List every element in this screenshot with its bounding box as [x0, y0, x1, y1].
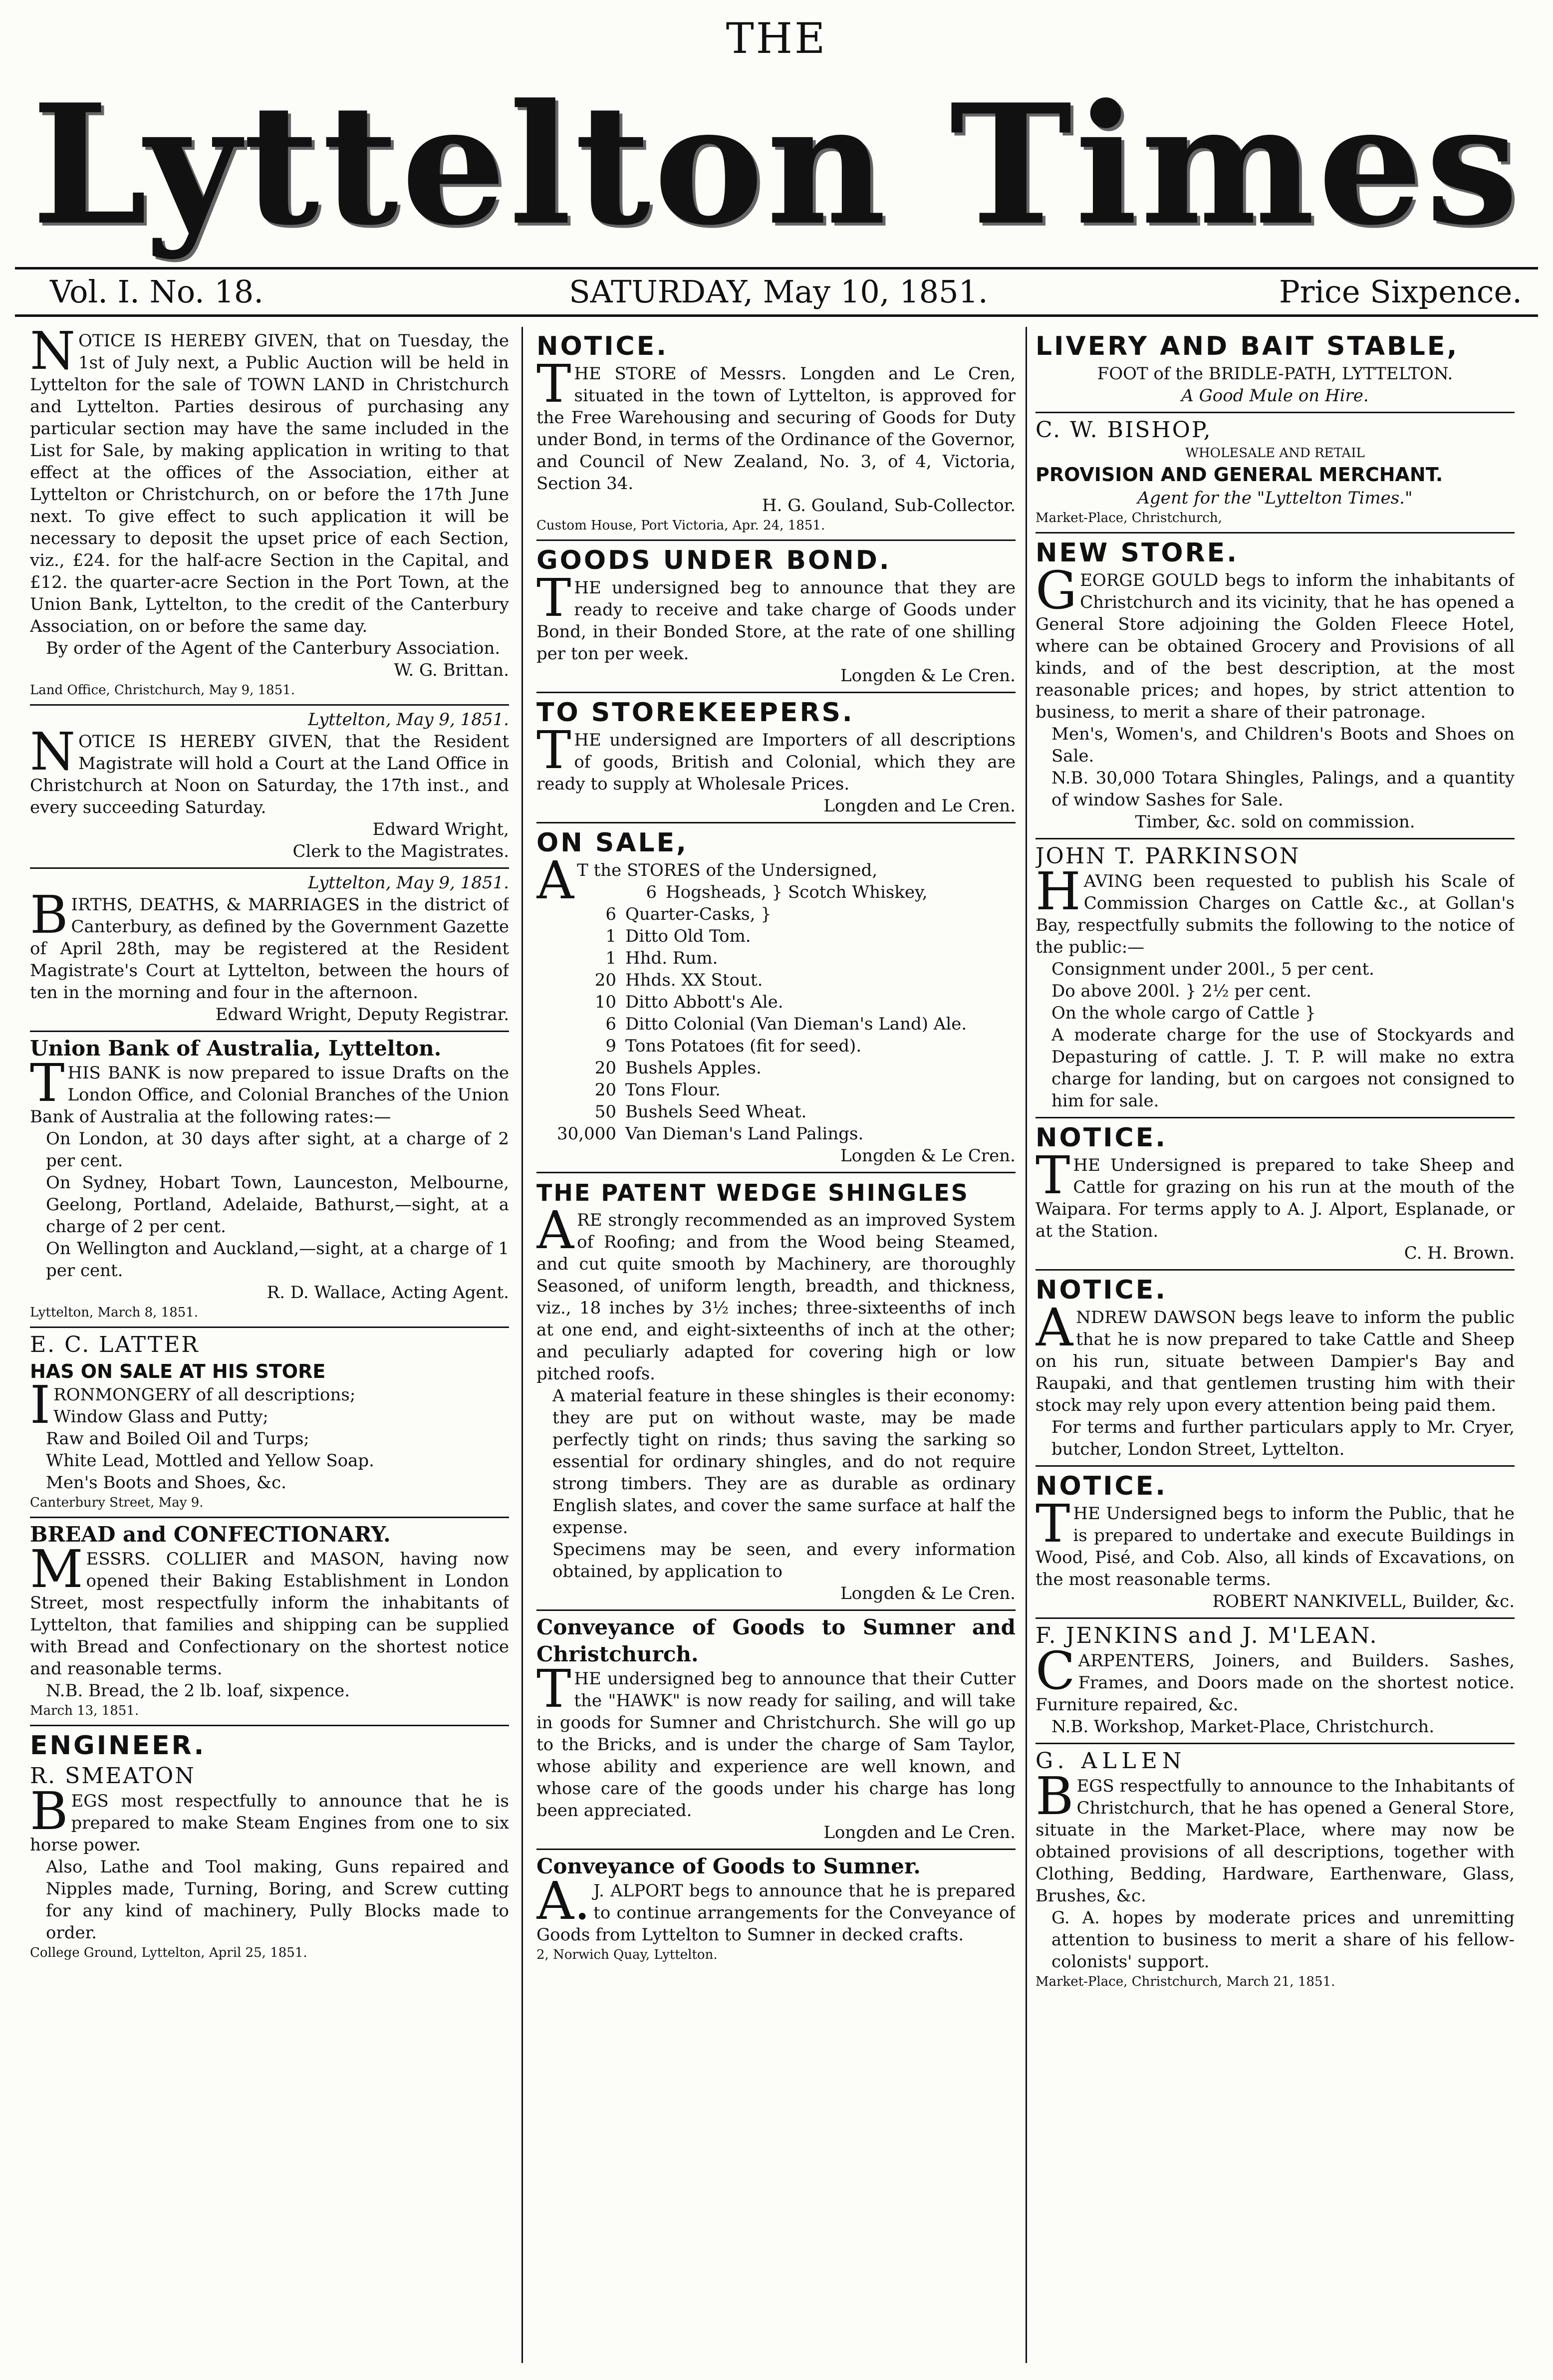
ad-heading: NOTICE.: [1035, 1123, 1167, 1153]
ad-body: THIS BANK is now prepared to issue Drafts on the London Office, and Colonial Branches of the Union Bank of Australia at the following rates:—: [30, 1053, 509, 1127]
ad-place: 2, Norwich Quay, Lyttelton.: [536, 1947, 718, 1962]
column-1: [30, 327, 509, 2368]
dateline: [30, 273, 1522, 313]
ad-note: N.B. Bread, the 2 lb. loaf, sixpence.: [46, 1681, 350, 1701]
sale-item-description: Ditto Abbott's Ale.: [625, 992, 783, 1012]
ad-heading: E. C. LATTER: [30, 1332, 200, 1357]
ad-body: BEGS respectfully to announce to the Inhabitants of Christchurch, that he has opened a General Store, situate in the Market-Place, where may now be obtained provisions of all descriptions, together with Clothing, Bedding, Hardware, Earthenware, Glass, Brushes, &c.: [1035, 1766, 1515, 1906]
ad-conveyance-hawk: [536, 1611, 1016, 1850]
sale-item: [536, 1013, 1016, 1035]
ad-body: G. A. hopes by moderate prices and unremitting attention to business to merit a share of his fellow-colonists' support.: [1051, 1908, 1515, 1972]
ad-place: Land Office, Christchurch, May 9, 1851.: [30, 683, 295, 698]
ad-intro: AT the STORES of the Undersigned,: [536, 850, 878, 911]
ad-body: BEGS most respectfully to announce that he is prepared to make Steam Engines from one to six horse power.: [30, 1781, 509, 1855]
sale-item: [536, 1101, 1016, 1123]
ad-note: N.B. Workshop, Market-Place, Christchurch.: [1051, 1717, 1435, 1737]
ad-signer: W. G. Brittan.: [394, 660, 509, 680]
ad-signer: Edward Wright, Deputy Registrar.: [215, 1005, 509, 1025]
sale-item-description: Bushels Seed Wheat.: [625, 1102, 807, 1122]
ad-place: March 13, 1851.: [30, 1703, 139, 1718]
ad-place: Market-Place, Christchurch, March 21, 1851.: [1035, 1974, 1335, 1989]
ad-rate: On Sydney, Hobart Town, Launceston, Melbourne, Geelong, Portland, Adelaide, Bathurst,—sight, at a charge of 2 per cent.: [46, 1173, 509, 1237]
issue-price: Price Sixpence.: [1279, 273, 1522, 310]
sale-item: [536, 969, 1016, 991]
ad-heading: NOTICE.: [1035, 1471, 1167, 1501]
ad-bishop: [1035, 413, 1515, 533]
sale-item-description: Hogsheads, } Scotch Whiskey,: [666, 882, 928, 902]
ad-name: R. SMEATON: [30, 1763, 196, 1789]
ad-body: THE undersigned beg to announce that their Cutter the "HAWK" is now ready for sailing, and will take in goods for Sumner and Christchurch. She will go up to the Bricks, and is under the charge of Sam Taylor, whose ability and experience are well known, and whose care of the goods under his charge has long been appreciated.: [536, 1658, 1016, 1821]
sale-item-description: Tons Flour.: [625, 1080, 721, 1100]
notice-dawson: [1035, 1271, 1515, 1467]
sale-item-description: Quarter-Casks, }: [625, 904, 772, 924]
sale-item: [536, 991, 1016, 1013]
ad-rate: Consignment under 200l., 5 per cent.: [1051, 959, 1374, 979]
ad-line: White Lead, Mottled and Yellow Soap.: [46, 1451, 374, 1471]
sale-item-quantity: 50: [594, 1102, 616, 1122]
sale-item: [536, 947, 1016, 969]
sale-item-description: Ditto Old Tom.: [625, 926, 751, 946]
dateline-rule: [15, 314, 1538, 317]
sale-item-quantity: 20: [594, 1080, 616, 1100]
ad-body: A material feature in these shingles is their economy: they are put on without waste, may be made perfectly tight on rinds; thus saving the sarking so essential for ordinary shingles, and do not require strong timbers. They are as durable as ordinary English slates, and cover the same surface at half the expense.: [552, 1386, 1016, 1538]
ad-body: THE STORE of Messrs. Longden and Le Cren, situated in the town of Lyttelton, is approved for the Free Warehousing and securing of Goods for Duty under Bond, in terms of the Ordinance of the Governor, and Council of New Zealand, No. 3, of 4, Victoria, Section 34.: [536, 353, 1016, 494]
column-2: [536, 327, 1016, 2368]
ad-heading: JOHN T. PARKINSON: [1035, 843, 1300, 869]
ad-body: NOTICE IS HEREBY GIVEN, that the Resident Magistrate will hold a Court at the Land Office in Christchurch at Noon on Saturday, the 17th inst., and every succeeding Saturday.: [30, 721, 509, 817]
ad-body: BIRTHS, DEATHS, & MARRIAGES in the district of Canterbury, as defined by the Government Gazette of April 28th, may be registered at the Resident Magistrate's Court at Lyttelton, between the hours of ten in the morning and four in the afternoon.: [30, 884, 509, 1003]
ad-tagline: A Good Mule on Hire.: [1181, 386, 1369, 406]
ad-body: By order of the Agent of the Canterbury Association.: [46, 638, 501, 658]
ad-body: A.J. ALPORT begs to announce that he is prepared to continue arrangements for the Conveyance of Goods from Lyttelton to Sumner in decked crafts.: [536, 1870, 1016, 1945]
ad-union-bank: [30, 1032, 509, 1328]
notice-magistrate-court: [30, 706, 509, 869]
ad-note: N.B. 30,000 Totara Shingles, Palings, and a quantity of window Sashes for Sale.: [1051, 768, 1515, 810]
notice-bonded-store: [536, 327, 1016, 541]
sale-item: [536, 1057, 1016, 1079]
ad-subheading: HAS ON SALE AT HIS STORE: [30, 1360, 326, 1382]
ad-body: HAVING been requested to publish his Scale of Commission Charges on Cattle &c., at Gollan's Bay, respectfully submits the following to the notice of the public:—: [1035, 861, 1515, 957]
ad-parkinson: [1035, 839, 1515, 1118]
ad-line: Timber, &c. sold on commission.: [1135, 812, 1415, 832]
ad-line: FOOT of the BRIDLE-PATH, LYTTELTON.: [1097, 364, 1453, 384]
sale-item-quantity: 20: [594, 1058, 616, 1078]
ad-signer: H. G. Gouland, Sub-Collector.: [762, 496, 1016, 516]
ad-signer: R. D. Wallace, Acting Agent.: [266, 1283, 509, 1303]
ad-rate: On Wellington and Auckland,—sight, at a charge of 1 per cent.: [46, 1239, 509, 1281]
ad-bread-confectionary: [30, 1518, 509, 1726]
ad-body: MESSRS. COLLIER and MASON, having now opened their Baking Establishment in London Street, most respectfully inform the inhabitants of Lyttelton, that families and shipping can be supplied with Bread and Confectionary on the shortest notice and reasonable terms.: [30, 1539, 509, 1679]
sale-item-description: Tons Potatoes (fit for seed).: [625, 1036, 862, 1056]
ad-body: NOTICE IS HEREBY GIVEN, that on Tuesday, the 1st of July next, a Public Auction will be held in Lyttelton for the sale of TOWN LAND in Christchurch and Lyttelton. Parties desirous of purchasing any particular section may have the same included in the List for Sale, by making application in writing to that effect at the offices of the Association, either at Lyttelton or Christchurch, on or before the 17th June next. To give effect to such application it will be necessary to deposit the upset price of each Section, viz., £24. for the half-acre Section in the Capital, and £12. the quarter-acre Section in the Port Town, at the Union Bank, Lyttelton, to the credit of the Canterbury Association, on or before the same day.: [30, 327, 509, 636]
ad-conveyance-sumner: [536, 1850, 1016, 1969]
issue-date: SATURDAY, May 10, 1851.: [569, 273, 988, 310]
ad-place: Canterbury Street, May 9.: [30, 1495, 204, 1510]
ad-heading: NEW STORE.: [1035, 538, 1239, 568]
ad-date: Lyttelton, May 9, 1851.: [308, 873, 509, 893]
ad-body: ARE strongly recommended as an improved System of Roofing; and from the Wood being Steamed, and cut quite smooth by Machinery, are thoroughly Seasoned, of uniform length, breadth, and thickness, viz., 18 inches by 3½ inches; three-sixteenths of inch at one end, and eight-sixteenths of inch at the other; and peculiarly adapted for covering high or low pitched roofs.: [536, 1200, 1016, 1384]
ad-new-store: [1035, 533, 1515, 839]
ad-signer-title: Clerk to the Magistrates.: [292, 841, 509, 861]
ad-line: Raw and Boiled Oil and Turps;: [46, 1429, 309, 1449]
ad-place: Custom House, Port Victoria, Apr. 24, 1851.: [536, 518, 825, 533]
notice-land-sale: [30, 327, 509, 706]
ad-heading: LIVERY AND BAIT STABLE,: [1035, 331, 1459, 361]
ad-jenkins-mclean: [1035, 1619, 1515, 1744]
ad-heading: TO STOREKEEPERS.: [536, 698, 854, 728]
ad-body: THE Undersigned begs to inform the Public, that he is prepared to undertake and execute Buildings in Wood, Pisé, and Cob. Also, all kinds of Excavations, on the most reasonable terms.: [1035, 1493, 1515, 1589]
top-rule: [15, 267, 1538, 269]
ad-storekeepers: [536, 693, 1016, 823]
ad-heading: Conveyance of Goods to Sumner and Christchurch.: [536, 1615, 1016, 1666]
sale-item-description: Hhd. Rum.: [625, 948, 718, 968]
sale-item: [536, 1035, 1016, 1057]
sale-item: [536, 925, 1016, 947]
ad-heading: Union Bank of Australia, Lyttelton.: [30, 1036, 442, 1060]
ad-on-sale: [536, 823, 1016, 1173]
ad-body: Also, Lathe and Tool making, Guns repaired and Nipples made, Turning, Boring, and Screw cutting for any kind of machinery, Pully Blocks made to order.: [46, 1857, 509, 1943]
ad-signer: Longden and Le Cren.: [823, 796, 1016, 816]
sale-item-description: Ditto Colonial (Van Dieman's Land) Ale.: [625, 1014, 967, 1034]
notice-nankivell: [1035, 1467, 1515, 1619]
ad-wedge-shingles: [536, 1173, 1016, 1611]
ad-signer: Longden & Le Cren.: [840, 666, 1016, 686]
ad-signer: C. H. Brown.: [1404, 1243, 1515, 1263]
ad-rate: On London, at 30 days after sight, at a charge of 2 per cent.: [46, 1129, 509, 1171]
sale-item-description: Bushels Apples.: [625, 1058, 762, 1078]
ad-heading: BREAD and CONFECTIONARY.: [30, 1522, 391, 1547]
ad-body: A moderate charge for the use of Stockyards and Depasturing of cattle. J. T. P. will make no extra charge for landing, but on cargoes not consigned to him for sale.: [1051, 1025, 1515, 1111]
ad-body: For terms and further particulars apply to Mr. Cryer, butcher, London Street, Lyttelton.: [1051, 1417, 1515, 1459]
ad-body: THE Undersigned is prepared to take Sheep and Cattle for grazing on his run at the mouth of the Waipara. For terms apply to A. J. Alport, Esplanade, or at the Station.: [1035, 1145, 1515, 1241]
ad-line: Agent for the "Lyttelton Times.": [1137, 488, 1413, 508]
ad-body: IRONMONGERY of all descriptions;: [30, 1374, 356, 1435]
notice-births-deaths: [30, 869, 509, 1032]
ad-goods-under-bond: [536, 541, 1016, 693]
ad-subheading: WHOLESALE AND RETAIL: [1185, 446, 1365, 461]
sale-item-quantity: 1: [605, 926, 616, 946]
ad-body: THE undersigned are Importers of all descriptions of goods, British and Colonial, which they are ready to supply at Wholesale Prices.: [536, 720, 1016, 794]
ad-signer: Longden & Le Cren.: [840, 1146, 1016, 1166]
ad-livery-stable: [1035, 327, 1515, 413]
ad-subheading: PROVISION AND GENERAL MERCHANT.: [1035, 464, 1443, 486]
ad-engineer: [30, 1726, 509, 1967]
ad-body: GEORGE GOULD begs to inform the inhabitants of Christchurch and its vicinity, that he has opened a General Store adjoining the Golden Fleece Hotel, where can be obtained Grocery and Provisions of all kinds, and of the best description, at the most reasonable prices; and hopes, by strict attention to business, to merit a share of their patronage.: [1035, 560, 1515, 722]
ad-line: Window Glass and Putty;: [53, 1407, 268, 1427]
ad-body: Men's, Women's, and Children's Boots and Shoes on Sale.: [1051, 724, 1515, 766]
ad-signer: Edward Wright,: [372, 819, 509, 839]
ad-line: Men's Boots and Shoes, &c.: [46, 1473, 286, 1493]
ad-heading: G. ALLEN: [1035, 1748, 1187, 1774]
ad-body: ANDREW DAWSON begs leave to inform the public that he is now prepared to take Cattle and Sheep on his run, situate between Dampier's Bay and Raupaki, and that gentlemen trusting him with their stock may rely upon every attention being paid them.: [1035, 1297, 1515, 1415]
masthead-kicker: THE: [726, 14, 827, 63]
volume-number: Vol. I. No. 18.: [50, 273, 264, 310]
ad-heading: NOTICE.: [536, 331, 668, 361]
sale-item: [536, 903, 1016, 925]
sale-item-quantity: 20: [594, 970, 616, 990]
ad-heading: NOTICE.: [1035, 1275, 1167, 1305]
sale-item-quantity: 9: [605, 1036, 616, 1056]
sale-item-quantity: 10: [594, 992, 616, 1012]
ad-signer: ROBERT NANKIVELL, Builder, &c.: [1212, 1591, 1515, 1611]
sale-list: [536, 881, 1016, 1145]
ad-place: Market-Place, Christchurch,: [1035, 511, 1222, 526]
masthead-title: Lyttelton Times: [31, 68, 1522, 262]
ad-g-allen: [1035, 1744, 1515, 1996]
sale-item-quantity: 6: [646, 882, 657, 902]
ad-rate: Do above 200l. } 2½ per cent.: [1051, 981, 1311, 1001]
ad-body: THE undersigned beg to announce that they are ready to receive and take charge of Goods under Bond, in their Bonded Store, at the rate of one shilling per ton per week.: [536, 567, 1016, 664]
ad-heading: ENGINEER.: [30, 1731, 206, 1761]
ad-heading: THE PATENT WEDGE SHINGLES: [536, 1179, 969, 1206]
ad-heading: GOODS UNDER BOND.: [536, 545, 891, 575]
sale-item-description: Hhds. XX Stout.: [625, 970, 763, 990]
column-divider: [521, 327, 523, 2363]
ad-date: Lyttelton, May 9, 1851.: [308, 710, 509, 730]
column-divider: [1026, 327, 1027, 2363]
ad-place: Lyttelton, March 8, 1851.: [30, 1305, 199, 1320]
ad-rate: On the whole cargo of Cattle }: [1051, 1003, 1316, 1023]
sale-item-quantity: 6: [605, 904, 616, 924]
ad-heading: C. W. BISHOP,: [1035, 417, 1212, 443]
ad-signer: Longden and Le Cren.: [823, 1823, 1016, 1843]
notice-grazing: [1035, 1118, 1515, 1271]
ad-latter-ironmongery: [30, 1328, 509, 1518]
ad-heading: F. JENKINS and J. M'LEAN.: [1035, 1623, 1378, 1648]
sale-item: [536, 1079, 1016, 1101]
column-3: [1035, 327, 1515, 2368]
sale-item: [536, 1123, 1016, 1145]
sale-item-quantity: 30,000: [557, 1124, 616, 1144]
sale-item: [577, 881, 1016, 903]
ad-heading: ON SALE,: [536, 828, 688, 858]
ad-signer: Longden & Le Cren.: [840, 1584, 1016, 1603]
ad-place: College Ground, Lyttelton, April 25, 1851.: [30, 1945, 307, 1960]
sale-item-description: Van Dieman's Land Palings.: [625, 1124, 864, 1144]
ad-body: CARPENTERS, Joiners, and Builders. Sashes, Frames, and Doors made on the shortest notice. Furniture repaired, &c.: [1035, 1640, 1515, 1715]
sale-item-quantity: 1: [605, 948, 616, 968]
ad-body: Specimens may be seen, and every information obtained, by application to: [552, 1540, 1016, 1582]
ad-heading: Conveyance of Goods to Sumner.: [536, 1854, 921, 1878]
sale-item-quantity: 6: [605, 1014, 616, 1034]
